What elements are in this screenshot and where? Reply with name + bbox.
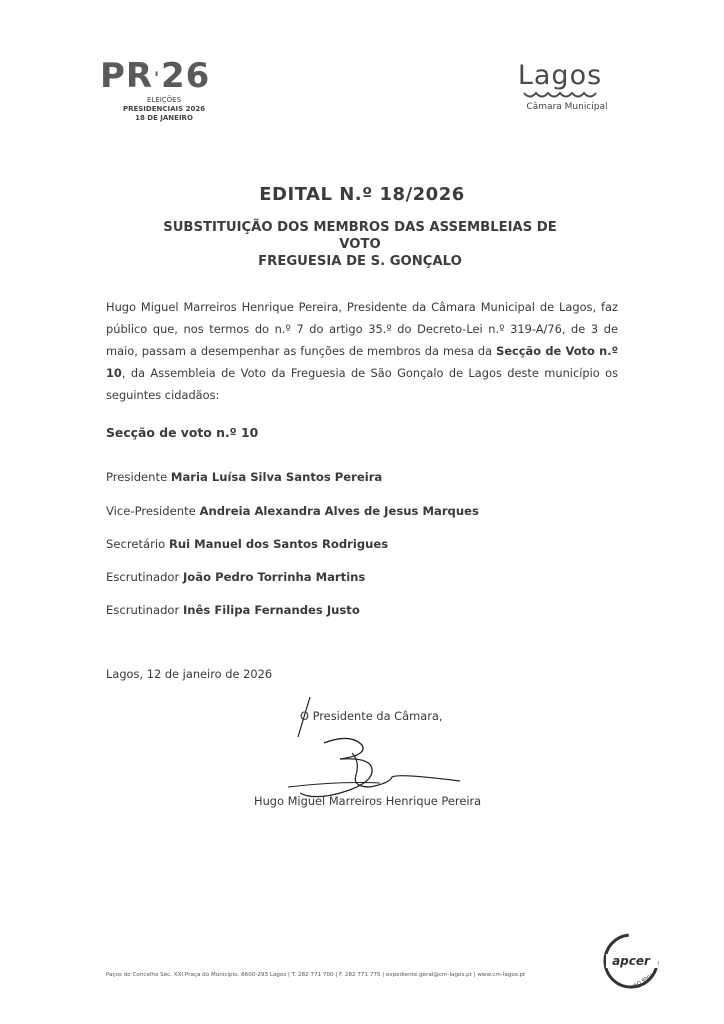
signatory-name: Hugo Miguel Marreiros Henrique Pereira bbox=[254, 794, 482, 808]
member-role: Secretário bbox=[106, 537, 166, 551]
pr-logo-number: 26 bbox=[161, 56, 211, 96]
signatory-role: O Presidente da Câmara, bbox=[300, 709, 443, 723]
pr26-logo-mark: PR'26 bbox=[100, 56, 211, 96]
lagos-municipality-logo bbox=[500, 62, 620, 112]
member-role: Escrutinador bbox=[106, 603, 180, 617]
lagos-logo-name: Lagos bbox=[517, 60, 603, 91]
member-row bbox=[106, 566, 365, 588]
document-subtitle bbox=[130, 219, 590, 270]
member-row bbox=[106, 599, 360, 621]
pr26-elections-logo bbox=[100, 58, 230, 123]
member-name: João Pedro Torrinha Martins bbox=[182, 570, 366, 584]
intro-text-part1: Hugo Miguel Marreiros Henrique Pereira, Presidente da Câmara Municipal de Lagos, faz público que, nos termos do n.º 7 do artigo 35.º do Decreto-Lei n.º 319-A/76, de 3 de maio, passam a desempenhar as funções de membros da mesa da bbox=[106, 300, 618, 358]
pr-logo-line1: ELEIÇÕES bbox=[146, 96, 182, 104]
lagos-logo-subtitle: Câmara Municipal bbox=[526, 102, 608, 112]
member-row bbox=[106, 533, 388, 555]
intro-text-part2: , da Assembleia de Voto da Freguesia de São Gonçalo de Lagos deste município os seguintes cidadãos: bbox=[106, 366, 618, 402]
subtitle-line3: FREGUESIA DE S. GONÇALO bbox=[258, 254, 462, 269]
member-name: Maria Luísa Silva Santos Pereira bbox=[170, 470, 383, 484]
pr-logo-line3: 18 DE JANEIRO bbox=[135, 114, 193, 122]
pr-logo-letters: PR bbox=[100, 56, 154, 96]
apcer-certification-icon bbox=[600, 930, 662, 992]
iso-standard-label: ISO 9001 bbox=[632, 972, 655, 990]
date-line: Lagos, 12 de janeiro de 2026 bbox=[106, 667, 273, 681]
member-name: Inês Filipa Fernandes Justo bbox=[182, 603, 360, 617]
pr-logo-line2: PRESIDENCIAIS 2026 bbox=[122, 105, 206, 113]
footer-address: Paços do Concelho Séc. XXI Praça do Município, 8600-293 Lagos | T. 282 771 700 | F. 282 771 775 | expediente.geral@cm-lagos.pt | www.cm-lagos.pt bbox=[106, 972, 526, 978]
intro-bold-section: Secção de Voto n.º 10 bbox=[106, 344, 618, 380]
subtitle-line2: VOTO bbox=[339, 237, 381, 252]
member-role: Vice-Presidente bbox=[106, 504, 196, 518]
pr26-logo-caption bbox=[110, 96, 218, 123]
member-role: Presidente bbox=[106, 470, 168, 484]
member-name: Rui Manuel dos Santos Rodrigues bbox=[168, 537, 389, 551]
member-role: Escrutinador bbox=[106, 570, 180, 584]
intro-paragraph bbox=[106, 296, 618, 406]
section-heading: Secção de voto n.º 10 bbox=[106, 425, 259, 440]
apcer-label: apcer bbox=[612, 954, 650, 968]
subtitle-line1: SUBSTITUIÇÃO DOS MEMBROS DAS ASSEMBLEIAS DE bbox=[163, 220, 557, 235]
waves-icon bbox=[522, 90, 598, 100]
member-row bbox=[106, 500, 479, 522]
document-title: EDITAL N.º 18/2026 bbox=[259, 184, 465, 205]
member-name: Andreia Alexandra Alves de Jesus Marques bbox=[199, 504, 479, 518]
member-row bbox=[106, 466, 382, 488]
